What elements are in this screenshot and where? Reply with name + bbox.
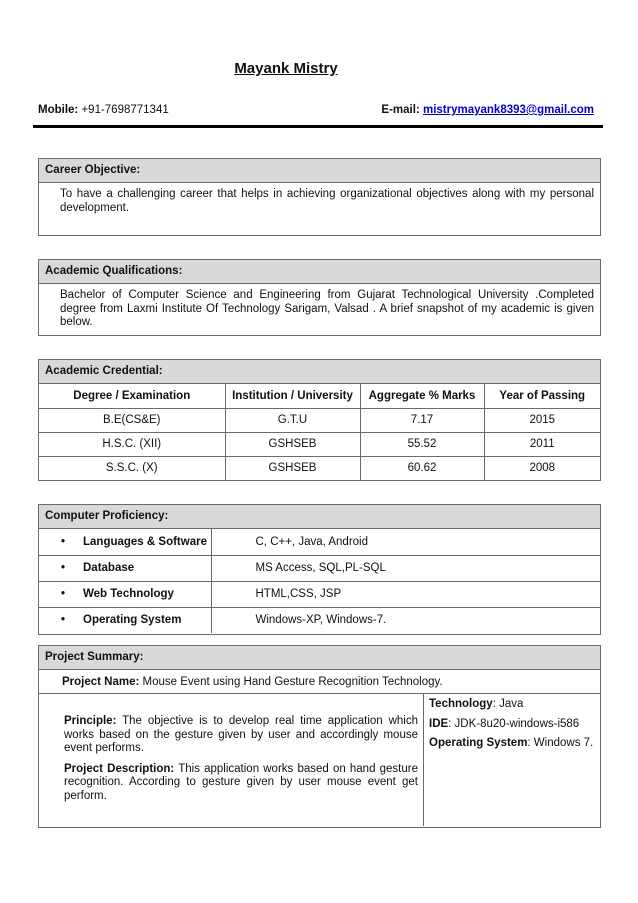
principle-text: The objective is to develop real time application which works based on the gesture given by user and accordingly mouse event performs. [64, 715, 418, 754]
proficiency-value: C, C++, Java, Android [211, 529, 600, 555]
contact-row [38, 104, 598, 122]
email-label: E-mail: [381, 104, 420, 116]
principle-label: Principle: [64, 715, 117, 727]
os-label: Operating System [429, 737, 528, 749]
proficiency-value: HTML,CSS, JSP [211, 581, 600, 607]
column-header: Aggregate % Marks [360, 384, 484, 408]
table-cell: H.S.C. (XII) [39, 432, 225, 456]
description-text: This application works based on hand gesture recognition. According to gesture given by user mouse event get perform. [64, 762, 418, 802]
academic-qualifications-title: Academic Qualifications: [39, 260, 600, 284]
technology-value: : Java [492, 698, 524, 710]
technology-label: Technology [429, 698, 493, 710]
career-objective-title: Career Objective: [39, 159, 600, 183]
project-os [429, 737, 595, 751]
table-cell: 55.52 [360, 432, 484, 456]
table-row [39, 529, 600, 555]
table-cell: 2011 [484, 432, 600, 456]
proficiency-value: MS Access, SQL,PL-SQL [211, 555, 600, 581]
table-row [39, 555, 600, 581]
mobile-label: Mobile: [38, 104, 79, 116]
header-divider [33, 125, 603, 128]
proficiency-value: Windows-XP, Windows-7. [211, 607, 600, 633]
column-header: Degree / Examination [39, 384, 225, 408]
os-value: : Windows 7. [527, 737, 594, 749]
table-cell: 2015 [484, 408, 600, 432]
project-summary-section [38, 645, 601, 828]
ide-label: IDE [429, 717, 449, 730]
bullet-icon: • [61, 562, 66, 574]
bullet-icon: • [61, 588, 66, 600]
credential-table [39, 384, 600, 480]
academic-credential-section [38, 359, 601, 481]
academic-qualifications-section [38, 259, 601, 336]
proficiency-key-label: Operating System [83, 614, 182, 627]
table-row [39, 581, 600, 607]
table-cell: 7.17 [360, 408, 484, 432]
table-cell: S.S.C. (X) [39, 456, 225, 480]
proficiency-key [39, 529, 211, 555]
project-name-row [39, 670, 600, 694]
candidate-name: Mayank Mistry [234, 60, 338, 77]
table-row [39, 408, 600, 432]
column-header: Institution / University [225, 384, 360, 408]
description-label: Project Description: [64, 762, 175, 775]
computer-proficiency-section [38, 504, 601, 635]
proficiency-key-label: Database [83, 562, 135, 574]
table-row [39, 456, 600, 480]
table-row [39, 607, 600, 633]
project-summary-title: Project Summary: [39, 646, 600, 670]
project-description [64, 763, 418, 804]
email-info [381, 104, 594, 116]
table-cell: B.E(CS&E) [39, 408, 225, 432]
proficiency-key-label: Web Technology [83, 588, 174, 600]
project-details [39, 694, 600, 826]
project-principle [64, 715, 418, 756]
career-objective-section [38, 158, 601, 236]
proficiency-key [39, 581, 211, 607]
table-cell: GSHSEB [225, 456, 360, 480]
proficiency-key [39, 607, 211, 633]
project-description-column [39, 694, 424, 826]
table-header-row [39, 384, 600, 408]
table-cell: G.T.U [225, 408, 360, 432]
project-name-label: Project Name: [62, 676, 140, 688]
bullet-icon: • [61, 535, 66, 548]
academic-qualifications-text: Bachelor of Computer Science and Engineering from Gujarat Technological University .Completed degree from Laxmi Institute Of Technology Sarigam, Valsad . A brief snapshot of my academic is given below. [60, 289, 594, 328]
table-cell: 2008 [484, 456, 600, 480]
proficiency-key-label: Languages & Software [83, 535, 207, 548]
table-cell: GSHSEB [225, 432, 360, 456]
project-ide [429, 718, 595, 732]
project-technology [429, 698, 595, 712]
mobile-info [38, 104, 169, 116]
project-tech-column [424, 694, 600, 826]
project-name: Mouse Event using Hand Gesture Recognition Technology. [142, 676, 443, 688]
proficiency-key [39, 555, 211, 581]
mobile-number: +91-7698771341 [81, 104, 169, 116]
bullet-icon: • [61, 614, 66, 627]
computer-proficiency-title: Computer Proficiency: [39, 505, 600, 529]
table-row [39, 432, 600, 456]
email-link[interactable]: mistrymayank8393@gmail.com [422, 104, 594, 116]
column-header: Year of Passing [484, 384, 600, 408]
ide-value: : JDK-8u20-windows-i586 [448, 717, 580, 730]
academic-credential-title: Academic Credential: [39, 360, 600, 384]
table-cell: 60.62 [360, 456, 484, 480]
proficiency-table [39, 529, 600, 633]
career-objective-text: To have a challenging career that helps in achieving organizational objectives along with my personal development. [60, 188, 594, 214]
